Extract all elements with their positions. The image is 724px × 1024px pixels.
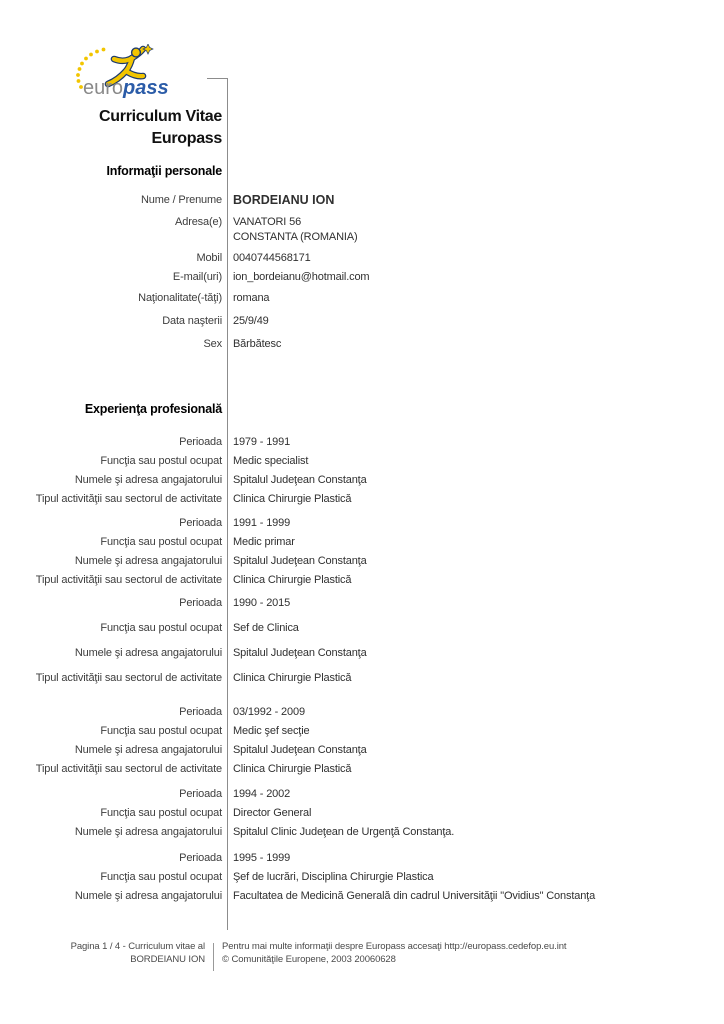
row-activity (0, 573, 724, 587)
experience-entry (0, 596, 724, 685)
row-birthdate (0, 314, 724, 328)
logo-text-pass: pass (123, 77, 169, 99)
field-label: Tipul activităţii sau sectorul de activitate (35, 672, 222, 684)
footer-europass-info: Pentru mai multe informaţii despre Europass accesaţi http://europass.cedefop.eu.int (222, 941, 567, 952)
row-mobile (0, 251, 724, 265)
page-title-line1: Curriculum Vitae (99, 108, 222, 125)
field-value: Spitalul Judeţean Constanţa (233, 647, 367, 659)
row-nationality (0, 291, 724, 305)
row-employer (0, 825, 724, 839)
field-value: 1990 - 2015 (233, 597, 291, 609)
logo-text-euro: euro (83, 77, 124, 99)
field-label: Funcţia sau postul ocupat (100, 871, 222, 883)
field-label: Perioada (179, 706, 222, 718)
field-label: Funcţia sau postul ocupat (100, 725, 222, 737)
field-value: 1979 - 1991 (233, 436, 291, 448)
section-heading-personal: Informaţii personale (106, 164, 222, 178)
address-line2: CONSTANTA (ROMANIA) (233, 231, 358, 243)
experience-entry (0, 435, 724, 506)
field-label: Adresa(e) (175, 216, 222, 228)
field-value: Medic specialist (233, 455, 309, 467)
field-value: ion_bordeianu@hotmail.com (233, 271, 370, 283)
field-label: Funcţia sau postul ocupat (100, 807, 222, 819)
field-value: 25/9/49 (233, 315, 269, 327)
experience-entry (0, 705, 724, 776)
row-employer (0, 889, 724, 903)
field-value: Director General (233, 807, 312, 819)
field-value: Clinica Chirurgie Plastică (233, 574, 352, 586)
field-value: 1991 - 1999 (233, 517, 291, 529)
row-period (0, 787, 724, 801)
header-corner-line (207, 78, 228, 79)
field-value: Spitalul Judeţean Constanţa (233, 744, 367, 756)
footer-author: BORDEIANU ION (130, 953, 205, 965)
field-value: Spitalul Clinic Judeţean de Urgenţă Constanţa. (233, 826, 455, 838)
field-label: Numele şi adresa angajatorului (74, 744, 222, 756)
field-value: Bărbătesc (233, 338, 282, 350)
field-label: Perioada (179, 788, 222, 800)
field-value: Clinica Chirurgie Plastică (233, 672, 352, 684)
field-label: Sex (203, 338, 222, 350)
row-employer (0, 473, 724, 487)
field-value: Spitalul Judeţean Constanţa (233, 474, 367, 486)
experience-entry (0, 787, 724, 839)
field-label: Funcţia sau postul ocupat (100, 536, 222, 548)
field-label: Numele şi adresa angajatorului (74, 890, 222, 902)
field-label: Perioada (179, 436, 222, 448)
row-employer (0, 554, 724, 568)
field-value: romana (233, 292, 270, 304)
field-label: Numele şi adresa angajatorului (74, 555, 222, 567)
row-address (0, 215, 724, 245)
cv-content (0, 163, 724, 908)
field-label: Numele şi adresa angajatorului (74, 647, 222, 659)
page-footer (0, 941, 724, 966)
footer-copyright: © Comunităţile Europene, 2003 20060628 (222, 953, 396, 965)
field-value: 03/1992 - 2009 (233, 706, 305, 718)
field-label: Funcţia sau postul ocupat (100, 622, 222, 634)
sparkle-star-icon (143, 44, 153, 54)
field-value: Medic şef secţie (233, 725, 310, 737)
footer-page-info: Pagina 1 / 4 - Curriculum vitae al (70, 941, 205, 952)
page-title-line2: Europass (151, 130, 222, 147)
field-value: 1994 - 2002 (233, 788, 291, 800)
field-label: Perioada (179, 517, 222, 529)
row-name (0, 193, 724, 207)
field-label: Data naşterii (162, 315, 222, 327)
field-label: Numele şi adresa angajatorului (74, 826, 222, 838)
field-value: Medic primar (233, 536, 295, 548)
section-heading-experience: Experienţa profesională (84, 402, 222, 416)
row-activity (0, 671, 724, 685)
row-period (0, 435, 724, 449)
row-position (0, 724, 724, 738)
field-value: 0040744568171 (233, 252, 311, 264)
field-label: Tipul activităţii sau sectorul de activitate (35, 493, 222, 505)
field-label: Nume / Prenume (140, 194, 222, 206)
row-period (0, 516, 724, 530)
field-value: Spitalul Judeţean Constanţa (233, 555, 367, 567)
row-period (0, 705, 724, 719)
europass-logo (70, 44, 192, 102)
field-label: E-mail(uri) (172, 271, 222, 283)
svg-text:europass (83, 77, 169, 99)
field-label: Naţionalitate(-tăţi) (138, 292, 222, 304)
row-position (0, 621, 724, 635)
row-email (0, 270, 724, 284)
field-label: Numele şi adresa angajatorului (74, 474, 222, 486)
field-label: Mobil (196, 252, 222, 264)
footer-left (0, 941, 205, 966)
row-employer (0, 646, 724, 660)
field-label: Tipul activităţii sau sectorul de activitate (35, 574, 222, 586)
row-period (0, 851, 724, 865)
field-value: Clinica Chirurgie Plastică (233, 493, 352, 505)
field-label: Funcţia sau postul ocupat (100, 455, 222, 467)
field-value: Clinica Chirurgie Plastică (233, 763, 352, 775)
page-title (0, 106, 222, 150)
field-label: Perioada (179, 597, 222, 609)
row-activity (0, 762, 724, 776)
field-value: Facultatea de Medicină Generală din cadrul Universităţii "Ovidius" Constanţa (233, 890, 596, 902)
row-position (0, 454, 724, 468)
row-sex (0, 337, 724, 351)
row-position (0, 535, 724, 549)
footer-right (222, 941, 724, 966)
row-employer (0, 743, 724, 757)
row-position (0, 870, 724, 884)
address-line1: VANATORI 56 (233, 216, 302, 228)
field-value: Şef de lucrări, Disciplina Chirurgie Plastica (233, 871, 434, 883)
field-label: Perioada (179, 852, 222, 864)
row-position (0, 806, 724, 820)
experience-entry (0, 516, 724, 587)
row-period (0, 596, 724, 610)
field-value: 1995 - 1999 (233, 852, 291, 864)
field-value: BORDEIANU ION (233, 193, 335, 207)
row-activity (0, 492, 724, 506)
field-value (222, 215, 724, 245)
field-label: Tipul activităţii sau sectorul de activitate (35, 763, 222, 775)
field-value: Sef de Clinica (233, 622, 299, 634)
experience-entry (0, 851, 724, 903)
